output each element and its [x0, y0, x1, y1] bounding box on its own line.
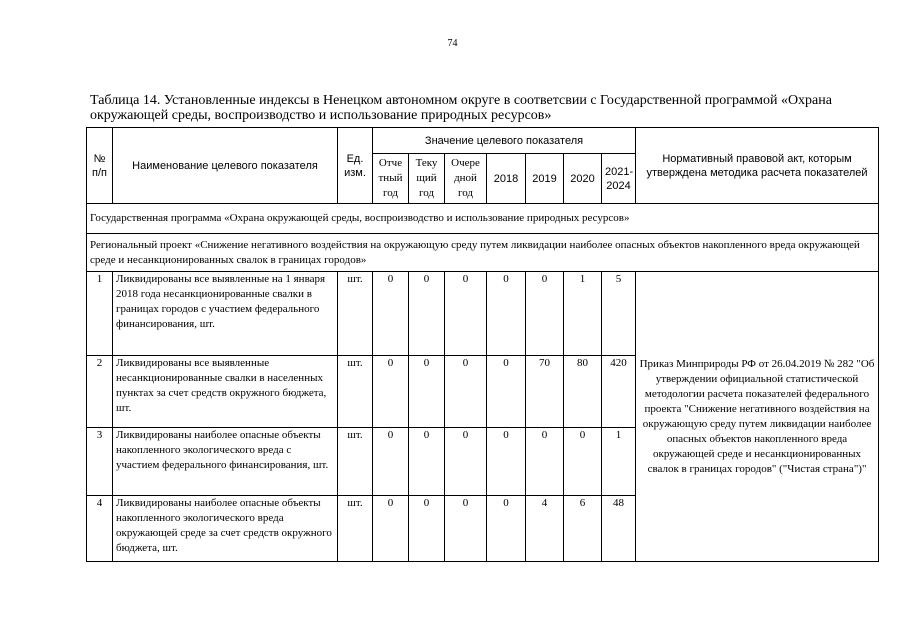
header-year: 2021-2024 [602, 154, 636, 204]
header-row-1 [87, 128, 879, 154]
value-cell: 1 [564, 272, 602, 356]
value-cell: 0 [409, 272, 445, 356]
value-cell: 0 [445, 496, 487, 562]
value-cell: 0 [445, 356, 487, 428]
indicator-name: Ликвидированы все выявленные на 1 января 2018 года несанкционированные свалки в границах городов с участием федерального финансирования, шт. [113, 272, 338, 356]
value-cell: 0 [445, 428, 487, 496]
header-value-group: Значение целевого показателя [373, 128, 636, 154]
value-cell: 0 [564, 428, 602, 496]
value-cell: 0 [445, 272, 487, 356]
header-unit: Ед. изм. [338, 128, 373, 204]
value-cell: 0 [487, 356, 526, 428]
program-row [87, 204, 879, 234]
value-cell: 0 [487, 496, 526, 562]
unit-cell: шт. [338, 428, 373, 496]
header-year: 2020 [564, 154, 602, 204]
unit-cell: шт. [338, 272, 373, 356]
value-cell: 0 [409, 496, 445, 562]
indicator-name: Ликвидированы все выявленные несанкционированные свалки в населенных пунктах за счет средств окружного бюджета, шт. [113, 356, 338, 428]
value-cell: 70 [526, 356, 564, 428]
value-cell: 0 [373, 496, 409, 562]
indicator-name: Ликвидированы наиболее опасные объекты накопленного экологического вреда с участием федерального финансирования, шт. [113, 428, 338, 496]
indicators-table [86, 127, 879, 562]
table-caption: Таблица 14. Установленные индексы в Ненецком автономном округе в соответсвии с Государственной программой «Охрана окружающей среды, воспроизводство и использование природных ресурсов» [90, 93, 832, 123]
value-cell: 80 [564, 356, 602, 428]
page-number: 74 [447, 38, 458, 49]
project-title: Региональный проект «Снижение негативного воздействия на окружающую среду путем ликвидации наиболее опасных объектов накопленного вреда окружающей среде и несанкционированных свалок в границах городов» [87, 234, 879, 272]
value-cell: 0 [526, 428, 564, 496]
unit-cell: шт. [338, 496, 373, 562]
value-cell: 0 [373, 356, 409, 428]
header-act: Нормативный правовой акт, которым утверждена методика расчета показателей [636, 128, 879, 204]
program-title: Государственная программа «Охрана окружающей среды, воспроизводство и использование природных ресурсов» [87, 204, 879, 234]
value-cell: 0 [487, 272, 526, 356]
project-row [87, 234, 879, 272]
header-num: № п/п [87, 128, 113, 204]
value-cell: 0 [526, 272, 564, 356]
value-cell: 4 [526, 496, 564, 562]
row-number: 4 [87, 496, 113, 562]
value-cell: 1 [602, 428, 636, 496]
value-cell: 0 [409, 428, 445, 496]
legal-act-cell: Приказ Минприроды РФ от 26.04.2019 № 282 "Об утверждении официальной статистической методологии расчета показателей федерального проекта "Снижение негативного воздействия на окружающую среду путем ликвидации наиболее опасных объектов накопленного вреда окружающей среде и несанкционированных свалок в границах городов" ("Чистая страна")" [636, 272, 879, 562]
table-row [87, 272, 879, 356]
row-number: 3 [87, 428, 113, 496]
value-cell: 0 [409, 356, 445, 428]
value-cell: 0 [373, 428, 409, 496]
header-year: Отче тный год [373, 154, 409, 204]
header-year: 2019 [526, 154, 564, 204]
row-number: 2 [87, 356, 113, 428]
header-year: Теку щий год [409, 154, 445, 204]
header-year: Очере дной год [445, 154, 487, 204]
header-year: 2018 [487, 154, 526, 204]
value-cell: 0 [373, 272, 409, 356]
value-cell: 48 [602, 496, 636, 562]
unit-cell: шт. [338, 356, 373, 428]
indicator-name: Ликвидированы наиболее опасные объекты накопленного экологического вреда окружающей среде за счет средств окружного бюджета, шт. [113, 496, 338, 562]
value-cell: 6 [564, 496, 602, 562]
row-number: 1 [87, 272, 113, 356]
value-cell: 5 [602, 272, 636, 356]
value-cell: 420 [602, 356, 636, 428]
value-cell: 0 [487, 428, 526, 496]
header-name: Наименование целевого показателя [113, 128, 338, 204]
